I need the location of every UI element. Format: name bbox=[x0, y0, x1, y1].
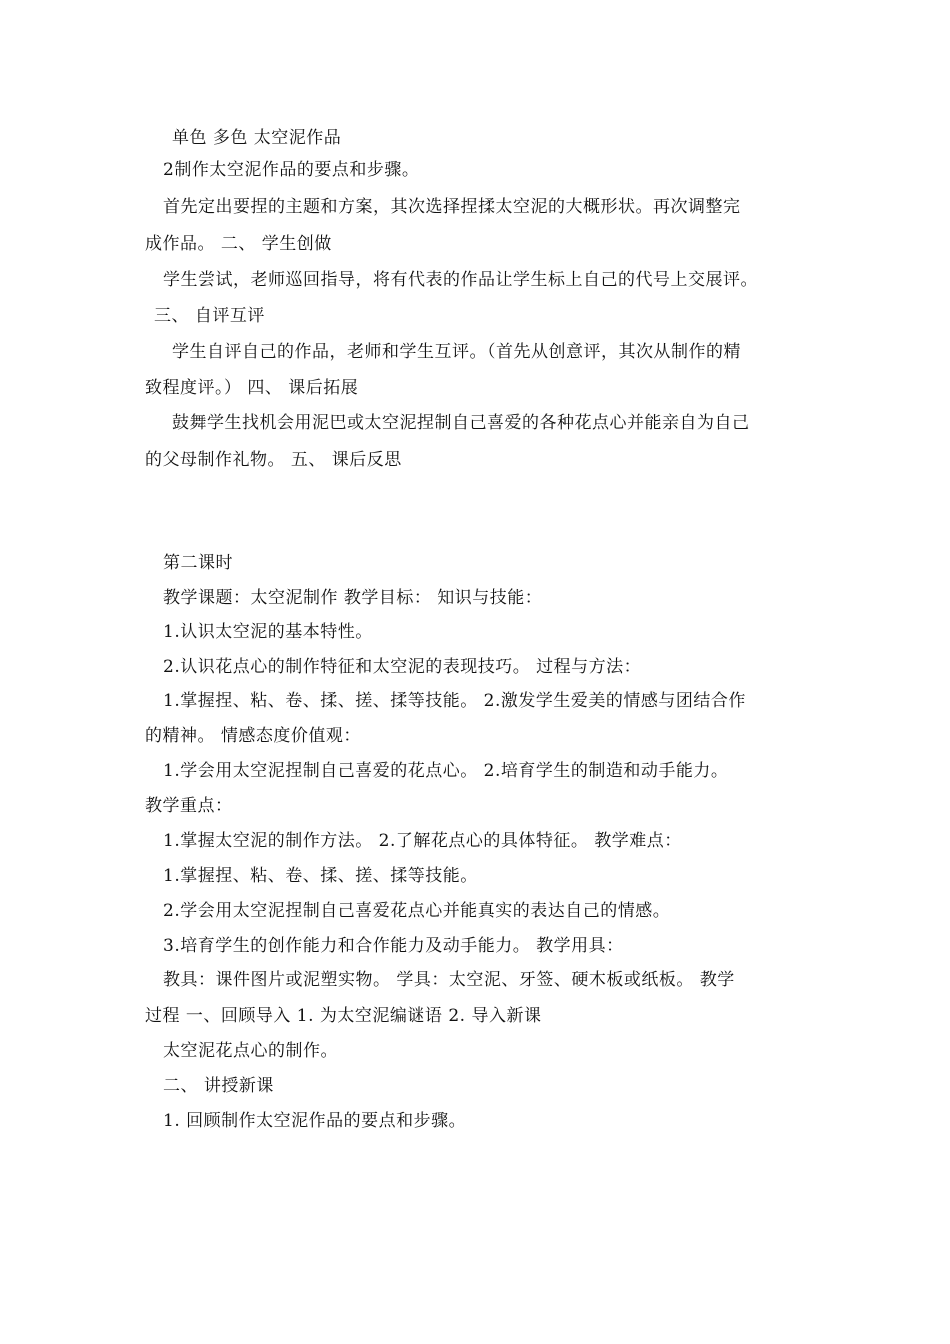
text-line: 的父母制作礼物。 五、 课后反思 bbox=[145, 450, 402, 470]
text-line: 1.认识太空泥的基本特性。 bbox=[163, 622, 373, 642]
text-line: 教具：课件图片或泥塑实物。 学具：太空泥、牙签、硬木板或纸板。 教学 bbox=[163, 970, 735, 990]
text-line: 教学重点： bbox=[145, 796, 233, 816]
text-line: 1.学会用太空泥捏制自己喜爱的花点心。 2.培育学生的制造和动手能力。 bbox=[163, 761, 729, 781]
text-line: 教学课题：太空泥制作 教学目标： 知识与技能： bbox=[163, 588, 543, 608]
text-line: 2制作太空泥作品的要点和步骤。 bbox=[163, 160, 420, 180]
text-line: 的精神。 情感态度价值观： bbox=[145, 726, 361, 746]
text-line: 致程度评。） 四、 课后拓展 bbox=[145, 378, 359, 398]
text-line: 学生尝试，老师巡回指导，将有代表的作品让学生标上自己的代号上交展评。 bbox=[163, 270, 758, 290]
text-line: 单色 多色 太空泥作品 bbox=[172, 128, 342, 148]
text-line: 3.培育学生的创作能力和合作能力及动手能力。 教学用具： bbox=[163, 936, 624, 956]
text-line: 鼓舞学生找机会用泥巴或太空泥捏制自己喜爱的各种花点心并能亲自为自己 bbox=[172, 413, 750, 433]
text-line: 1.掌握捏、粘、卷、揉、搓、揉等技能。 bbox=[163, 866, 478, 886]
text-line: 成作品。 二、 学生创做 bbox=[145, 234, 332, 254]
text-line: 二、 讲授新课 bbox=[163, 1076, 274, 1096]
text-line: 1.掌握太空泥的制作方法。 2.了解花点心的具体特征。 教学难点： bbox=[163, 831, 682, 851]
text-line: 1.掌握捏、粘、卷、揉、搓、揉等技能。 2.激发学生爱美的情感与团结合作 bbox=[163, 691, 746, 711]
text-line: 2.学会用太空泥捏制自己喜爱花点心并能真实的表达自己的情感。 bbox=[163, 901, 671, 921]
text-line: 2.认识花点心的制作特征和太空泥的表现技巧。 过程与方法： bbox=[163, 657, 642, 677]
text-line: 三、 自评互评 bbox=[154, 306, 265, 326]
text-line: 首先定出要捏的主题和方案，其次选择捏揉太空泥的大概形状。再次调整完 bbox=[163, 197, 741, 217]
section-heading: 第二课时 bbox=[163, 553, 233, 573]
text-line: 太空泥花点心的制作。 bbox=[163, 1041, 338, 1061]
text-line: 学生自评自己的作品，老师和学生互评。（首先从创意评，其次从制作的精 bbox=[172, 342, 741, 362]
text-line: 过程 一、回顾导入 1. 为太空泥编谜语 2. 导入新课 bbox=[145, 1006, 542, 1026]
text-line: 1. 回顾制作太空泥作品的要点和步骤。 bbox=[163, 1111, 467, 1131]
